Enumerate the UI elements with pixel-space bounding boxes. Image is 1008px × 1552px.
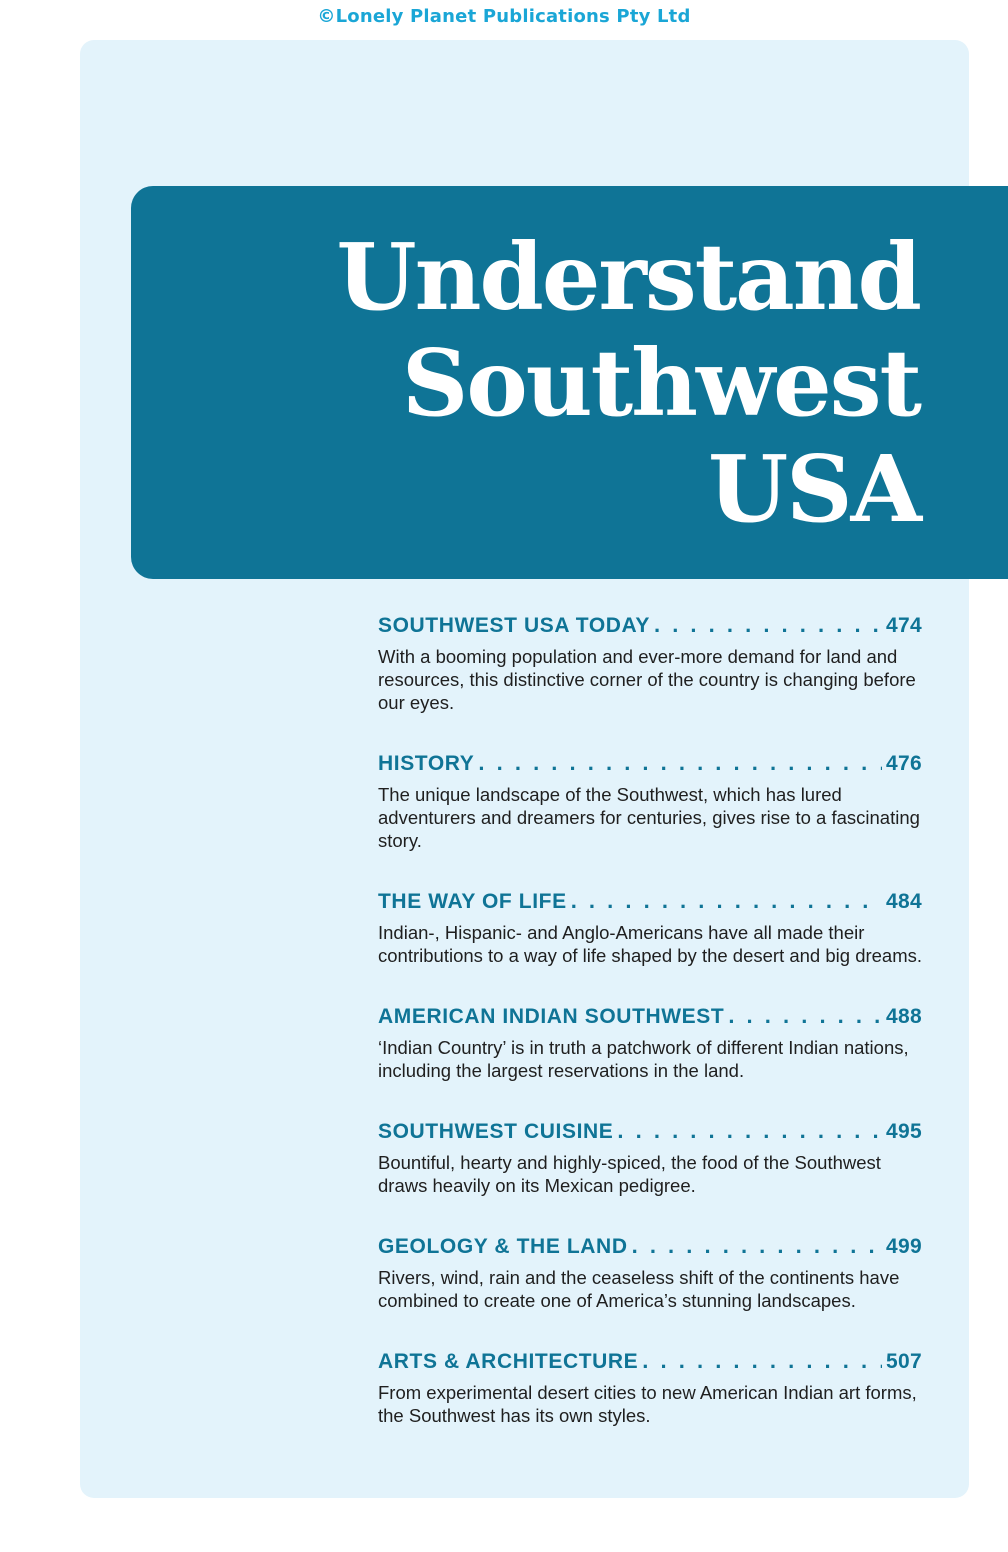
toc-page-number: 495 [886,1120,922,1143]
toc-title: SOUTHWEST USA TODAY [378,614,650,637]
section-title [336,224,920,542]
toc-entry-arts-and-architecture[interactable] [378,1344,922,1427]
toc-heading [378,1344,922,1379]
toc-entry-southwest-usa-today[interactable] [378,608,922,714]
toc-entry-american-indian-southwest[interactable] [378,999,922,1082]
toc-page-number: 488 [886,1005,922,1028]
toc-description: ‘Indian Country’ is in truth a patchwork of different Indian nations, including the largest reservations in the land. [378,1037,909,1081]
toc-page-number: 507 [886,1350,922,1373]
toc-title: ARTS & ARCHITECTURE [378,1350,639,1373]
toc-leader-dots [571,884,882,918]
toc-title: SOUTHWEST CUISINE [378,1120,614,1143]
toc-heading [378,1229,922,1264]
section-title-line-1: Understand [336,223,920,331]
toc-page-number: 476 [886,752,922,775]
toc-heading [378,884,922,919]
toc-description: From experimental desert cities to new American Indian art forms, the Southwest has its own styles. [378,1382,917,1426]
toc-entry-the-way-of-life[interactable] [378,884,922,967]
toc-leader-dots [642,1344,882,1378]
toc-description: Rivers, wind, rain and the ceaseless shift of the continents have combined to create one of America’s stunning landscapes. [378,1267,900,1311]
toc-leader-dots [617,1114,882,1148]
section-banner [131,186,1008,579]
toc-entry-history[interactable] [378,746,922,852]
toc-title: HISTORY [378,752,475,775]
toc-description: Bountiful, hearty and highly-spiced, the food of the Southwest draws heavily on its Mexican pedigree. [378,1152,881,1196]
toc-heading [378,608,922,643]
toc-description: Indian-, Hispanic- and Anglo-Americans have all made their contributions to a way of life shaped by the desert and big dreams. [378,922,923,966]
toc-page-number: 474 [886,614,922,637]
toc-leader-dots [654,608,882,642]
section-title-line-3: USA [707,435,920,543]
toc-page-number: 484 [886,890,922,913]
toc-heading [378,746,922,781]
toc-title: THE WAY OF LIFE [378,890,567,913]
toc-page-number: 499 [886,1235,922,1258]
toc-entry-southwest-cuisine[interactable] [378,1114,922,1197]
copyright-notice: ©Lonely Planet Publications Pty Ltd [317,6,691,27]
toc-leader-dots [632,1229,882,1263]
toc-title: AMERICAN INDIAN SOUTHWEST [378,1005,725,1028]
toc-title: GEOLOGY & THE LAND [378,1235,628,1258]
toc-description: With a booming population and ever-more demand for land and resources, this distinctive corner of the country is changing before our eyes. [378,646,916,713]
toc-entry-geology-and-the-land[interactable] [378,1229,922,1312]
toc-heading [378,999,922,1034]
toc-heading [378,1114,922,1149]
section-title-line-2: Southwest [401,329,920,437]
toc-leader-dots [478,746,882,780]
toc-description: The unique landscape of the Southwest, which has lured adventurers and dreamers for centuries, gives rise to a fascinating story. [378,784,920,851]
toc-leader-dots [728,999,882,1033]
table-of-contents [378,608,922,1459]
